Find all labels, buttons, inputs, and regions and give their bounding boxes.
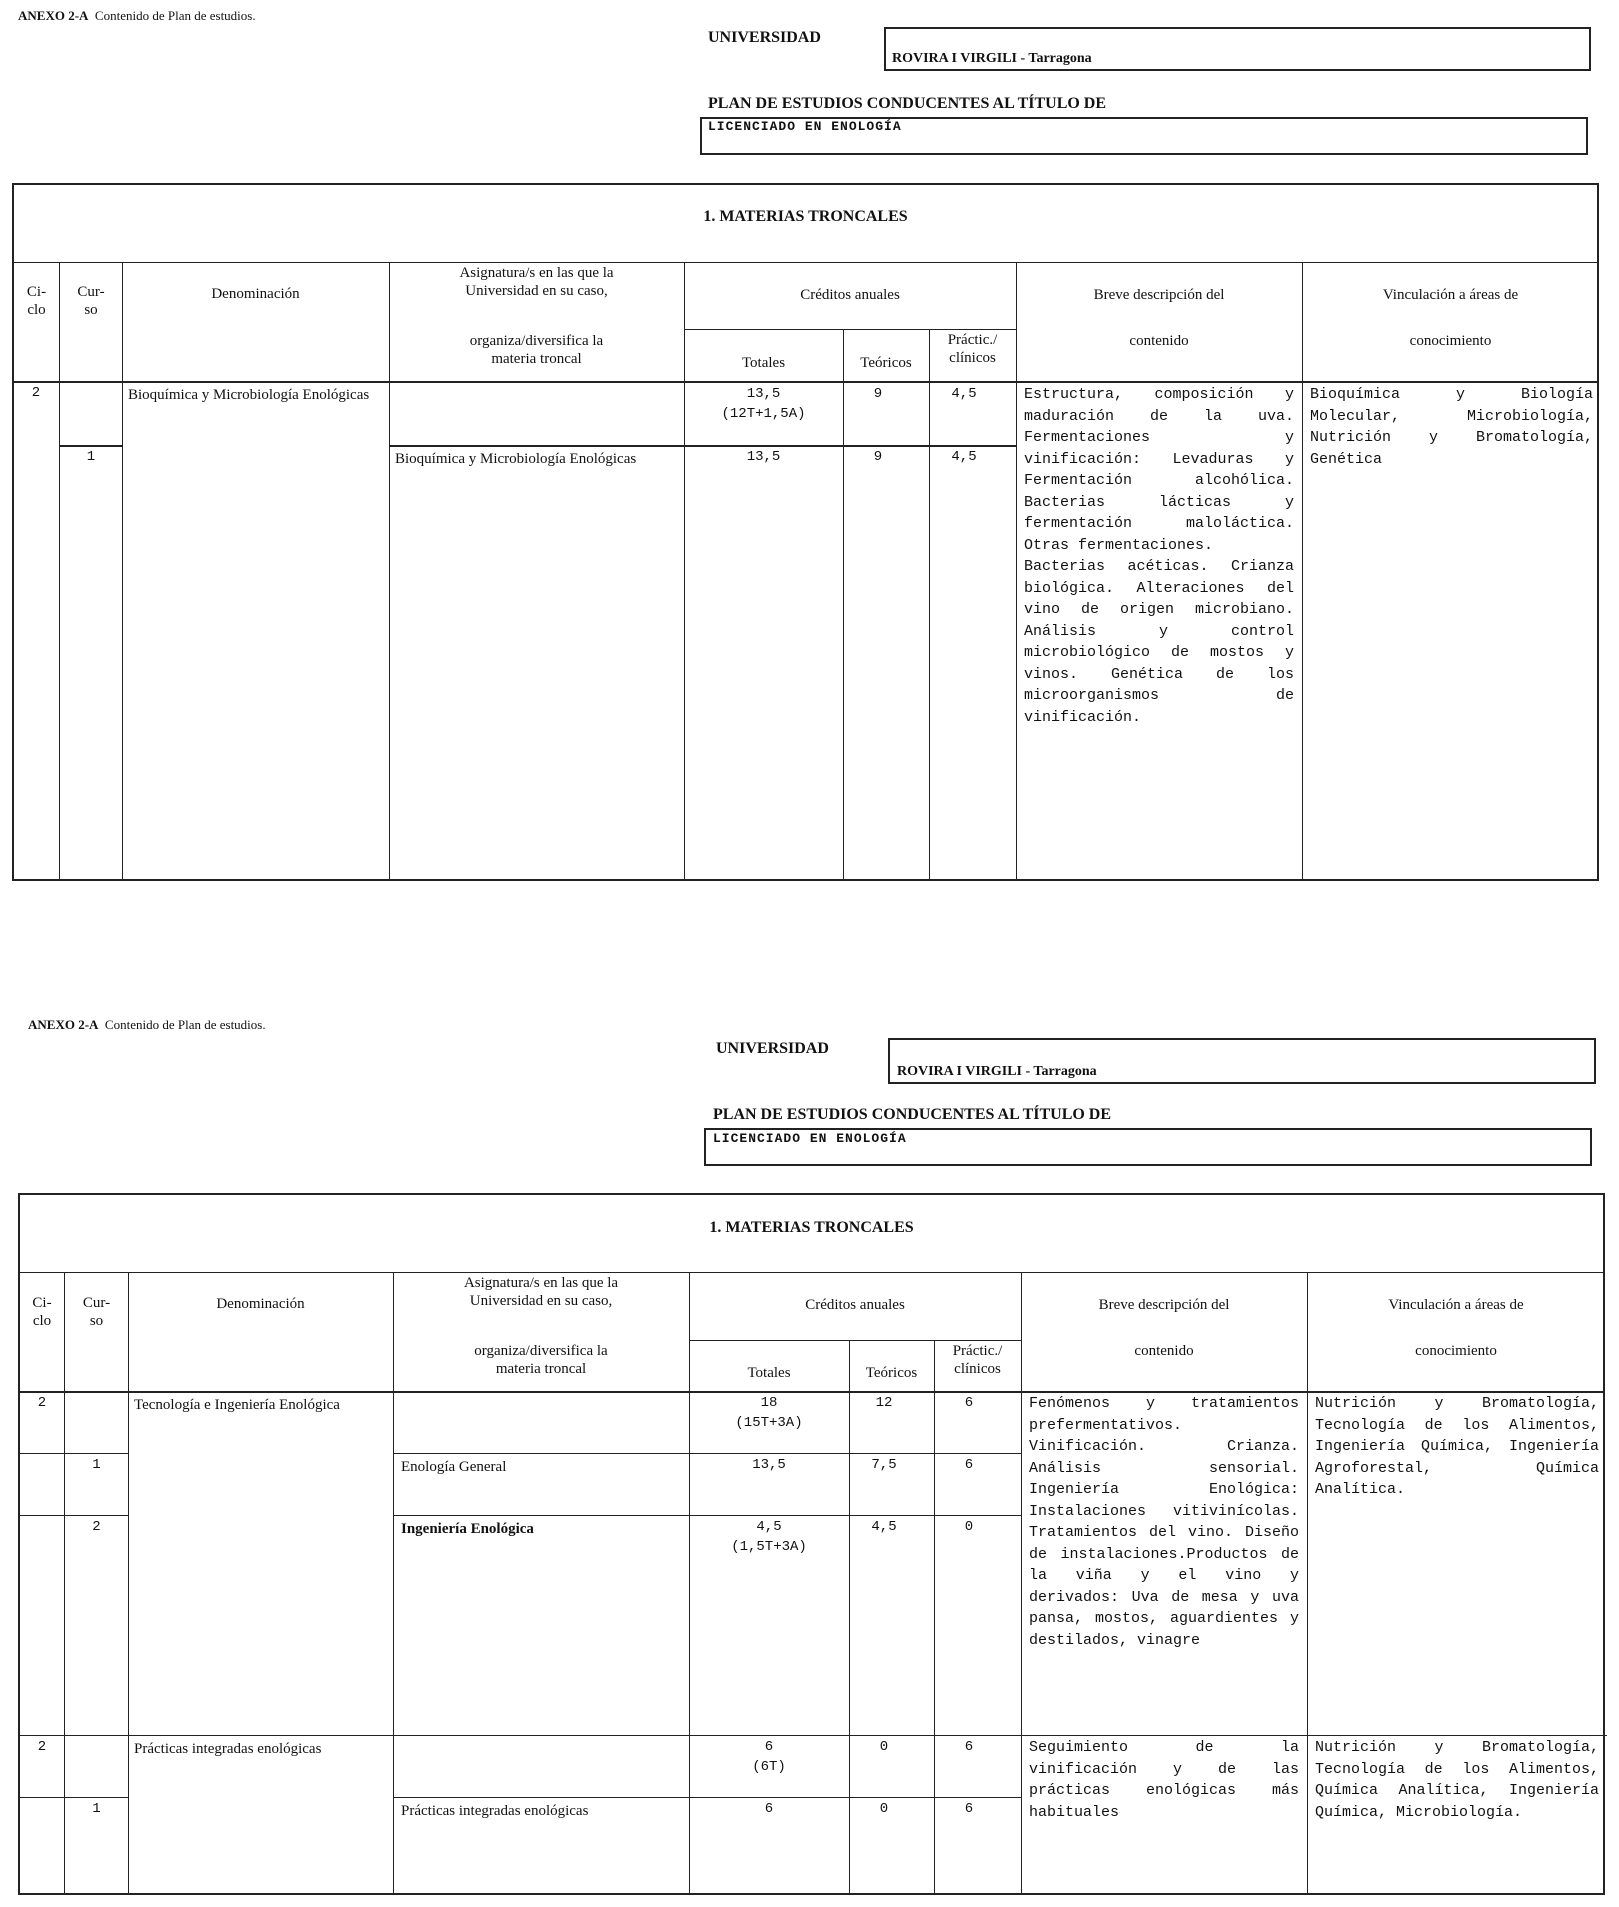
section-title: 1. MATERIAS TRONCALES <box>709 1219 914 1236</box>
divider <box>12 262 1599 263</box>
denominacion-value: Tecnología e Ingeniería Enológica <box>134 1397 340 1413</box>
ciclo-value: 2 <box>37 1739 47 1755</box>
header-asignaturas-2: organiza/diversifica la materia troncal <box>474 1343 608 1377</box>
header-vinculacion-2: conocimiento <box>1409 333 1492 349</box>
universidad-value: ROVIRA I VIRGILI - Tarragona <box>892 51 1092 66</box>
divider <box>1307 1272 1308 1895</box>
header-asignaturas-2: organiza/diversifica la materia troncal <box>469 333 604 367</box>
header-curso: Cur- so <box>82 1295 111 1329</box>
curso-value: 2 <box>92 1519 101 1535</box>
divider <box>18 1515 129 1516</box>
asignatura-value: Prácticas integradas enológicas <box>401 1803 589 1819</box>
practicos-value: 4,5 <box>951 386 977 402</box>
teoricos-value: 0 <box>879 1739 889 1755</box>
divider <box>59 262 60 881</box>
totales-value: 13,5 (12T+1,5A) <box>721 386 806 422</box>
divider <box>18 1453 129 1454</box>
titulo-value: LICENCIADO EN ENOLOGÍA <box>708 119 902 134</box>
practicos-value: 6 <box>964 1395 974 1411</box>
totales-value: 6 (6T) <box>752 1739 786 1775</box>
header-vinculacion-1: Vinculación a áreas de <box>1382 287 1519 303</box>
descripcion-value: Seguimiento de la vinificación y de las prácticas enológicas más habituales <box>1029 1739 1299 1821</box>
divider <box>18 1272 1605 1273</box>
plan-label: PLAN DE ESTUDIOS CONDUCENTES AL TÍTULO DE <box>708 95 1107 112</box>
anexo-text: Contenido de Plan de estudios. <box>94 8 256 23</box>
header-denominacion: Denominación <box>216 1296 305 1312</box>
universidad-label: UNIVERSIDAD <box>708 29 821 46</box>
header-creditos: Créditos anuales <box>800 287 900 303</box>
header-practicos: Práctic./ clínicos <box>947 332 998 366</box>
asig-teoricos-value: 9 <box>873 449 883 465</box>
divider <box>18 1735 1607 1736</box>
descripcion-value: Estructura, composición y maduración de la uva. Fermentaciones y vinificación: Levaduras y Fermentación alcohólica. Bacterias lácticas y fermentación maloláctica. Otras fermentaciones. Bacterias acéticas. Crianza biológica. Alteraciones del vino de origen microbiano. Análisis y control microbiológico de mostos y vinos. Genética de los microorganismos de vinificación. <box>1024 386 1294 726</box>
universidad-value: ROVIRA I VIRGILI - Tarragona <box>897 1064 1097 1079</box>
teoricos-value: 0 <box>879 1801 889 1817</box>
divider <box>1021 1272 1022 1895</box>
vinculacion-value: Bioquímica y Biología Molecular, Microbiología, Nutrición y Bromatología, Genética <box>1310 386 1593 468</box>
practicos-value: 6 <box>964 1457 974 1473</box>
divider <box>393 1797 1021 1798</box>
divider <box>1016 262 1017 881</box>
header-teoricos: Teóricos <box>860 355 912 371</box>
vinculacion-value: Nutrición y Bromatología, Tecnología de los Alimentos, Química Analítica, Ingeniería Química, Microbiología. <box>1315 1739 1599 1821</box>
header-teoricos: Teóricos <box>865 1365 918 1381</box>
teoricos-value: 7,5 <box>871 1457 897 1473</box>
vinculacion-value: Nutrición y Bromatología, Tecnología de los Alimentos, Ingeniería Química, Ingeniería Agroforestal, Química Analítica. <box>1315 1395 1599 1498</box>
divider <box>929 329 930 881</box>
divider <box>684 329 1016 330</box>
asig-practicos-value: 4,5 <box>951 449 977 465</box>
anexo-label: ANEXO 2-A <box>28 1017 99 1032</box>
header-totales: Totales <box>747 1365 791 1381</box>
divider <box>128 1272 129 1895</box>
divider <box>689 1340 1021 1341</box>
curso-value: 1 <box>86 449 96 465</box>
teoricos-value: 9 <box>873 386 883 402</box>
divider <box>393 1453 1021 1454</box>
header-curso: Cur- so <box>77 284 105 318</box>
header-ciclo: Ci- clo <box>26 284 47 318</box>
denominacion-value: Bioquímica y Microbiología Enológicas <box>128 387 370 403</box>
anexo-label: ANEXO 2-A <box>18 8 89 23</box>
header-practicos: Práctic./ clínicos <box>952 1343 1003 1377</box>
asignatura-value: Bioquímica y Microbiología Enológicas <box>395 451 637 467</box>
descripcion-value: Fenómenos y tratamientos prefermentativos. Vinificación. Crianza. Análisis sensorial. Ingeniería Enológica: Instalaciones vitivinícolas. Tratamientos del vino. Diseño de instalaciones.Productos de la viña y el vino y derivados: Uva de mesa y uva pansa, mostos, aguardientes y destilados, vinagre <box>1029 1395 1299 1649</box>
header-asignaturas-1: Asignatura/s en las que la Universidad en su caso, <box>459 265 614 299</box>
denominacion-value: Prácticas integradas enológicas <box>134 1741 322 1757</box>
practicos-value: 6 <box>964 1801 974 1817</box>
divider <box>12 381 1599 383</box>
divider <box>843 329 844 881</box>
practicos-value: 6 <box>964 1739 974 1755</box>
teoricos-value: 4,5 <box>871 1519 897 1535</box>
divider <box>18 1797 129 1798</box>
divider <box>393 1515 1021 1516</box>
header-asignaturas-1: Asignatura/s en las que la Universidad en su caso, <box>463 1275 619 1309</box>
practicos-value: 0 <box>964 1519 974 1535</box>
header-descripcion-1: Breve descripción del <box>1098 1297 1230 1313</box>
header-ciclo: Ci- clo <box>32 1295 52 1329</box>
teoricos-value: 12 <box>875 1395 893 1411</box>
divider <box>1302 262 1303 881</box>
header-descripcion-2: contenido <box>1134 1343 1194 1359</box>
header-descripcion-2: contenido <box>1129 333 1189 349</box>
totales-value: 4,5 (1,5T+3A) <box>731 1519 807 1555</box>
asignatura-value: Ingeniería Enológica <box>401 1521 534 1537</box>
header-totales: Totales <box>741 355 786 371</box>
anexo-heading <box>28 1017 266 1033</box>
asig-totales-value: 13,5 <box>746 449 781 465</box>
curso-value: 1 <box>92 1801 101 1817</box>
asignatura-value: Enología General <box>401 1459 507 1475</box>
universidad-label: UNIVERSIDAD <box>716 1040 829 1057</box>
anexo-heading <box>18 8 256 24</box>
ciclo-value: 2 <box>31 385 41 401</box>
totales-value: 6 <box>764 1801 774 1817</box>
header-descripcion-1: Breve descripción del <box>1093 287 1225 303</box>
header-creditos: Créditos anuales <box>805 1297 905 1313</box>
header-denominacion: Denominación <box>211 286 300 302</box>
titulo-value: LICENCIADO EN ENOLOGÍA <box>713 1131 907 1146</box>
totales-value: 13,5 <box>752 1457 786 1473</box>
anexo-text: Contenido de Plan de estudios. <box>104 1017 266 1032</box>
plan-label: PLAN DE ESTUDIOS CONDUCENTES AL TÍTULO DE <box>713 1106 1112 1123</box>
divider <box>122 262 123 881</box>
section-title: 1. MATERIAS TRONCALES <box>703 208 908 225</box>
header-vinculacion-2: conocimiento <box>1415 1343 1497 1359</box>
curso-value: 1 <box>92 1457 101 1473</box>
header-vinculacion-1: Vinculación a áreas de <box>1388 1297 1524 1313</box>
totales-value: 18 (15T+3A) <box>735 1395 803 1431</box>
ciclo-value: 2 <box>37 1395 47 1411</box>
